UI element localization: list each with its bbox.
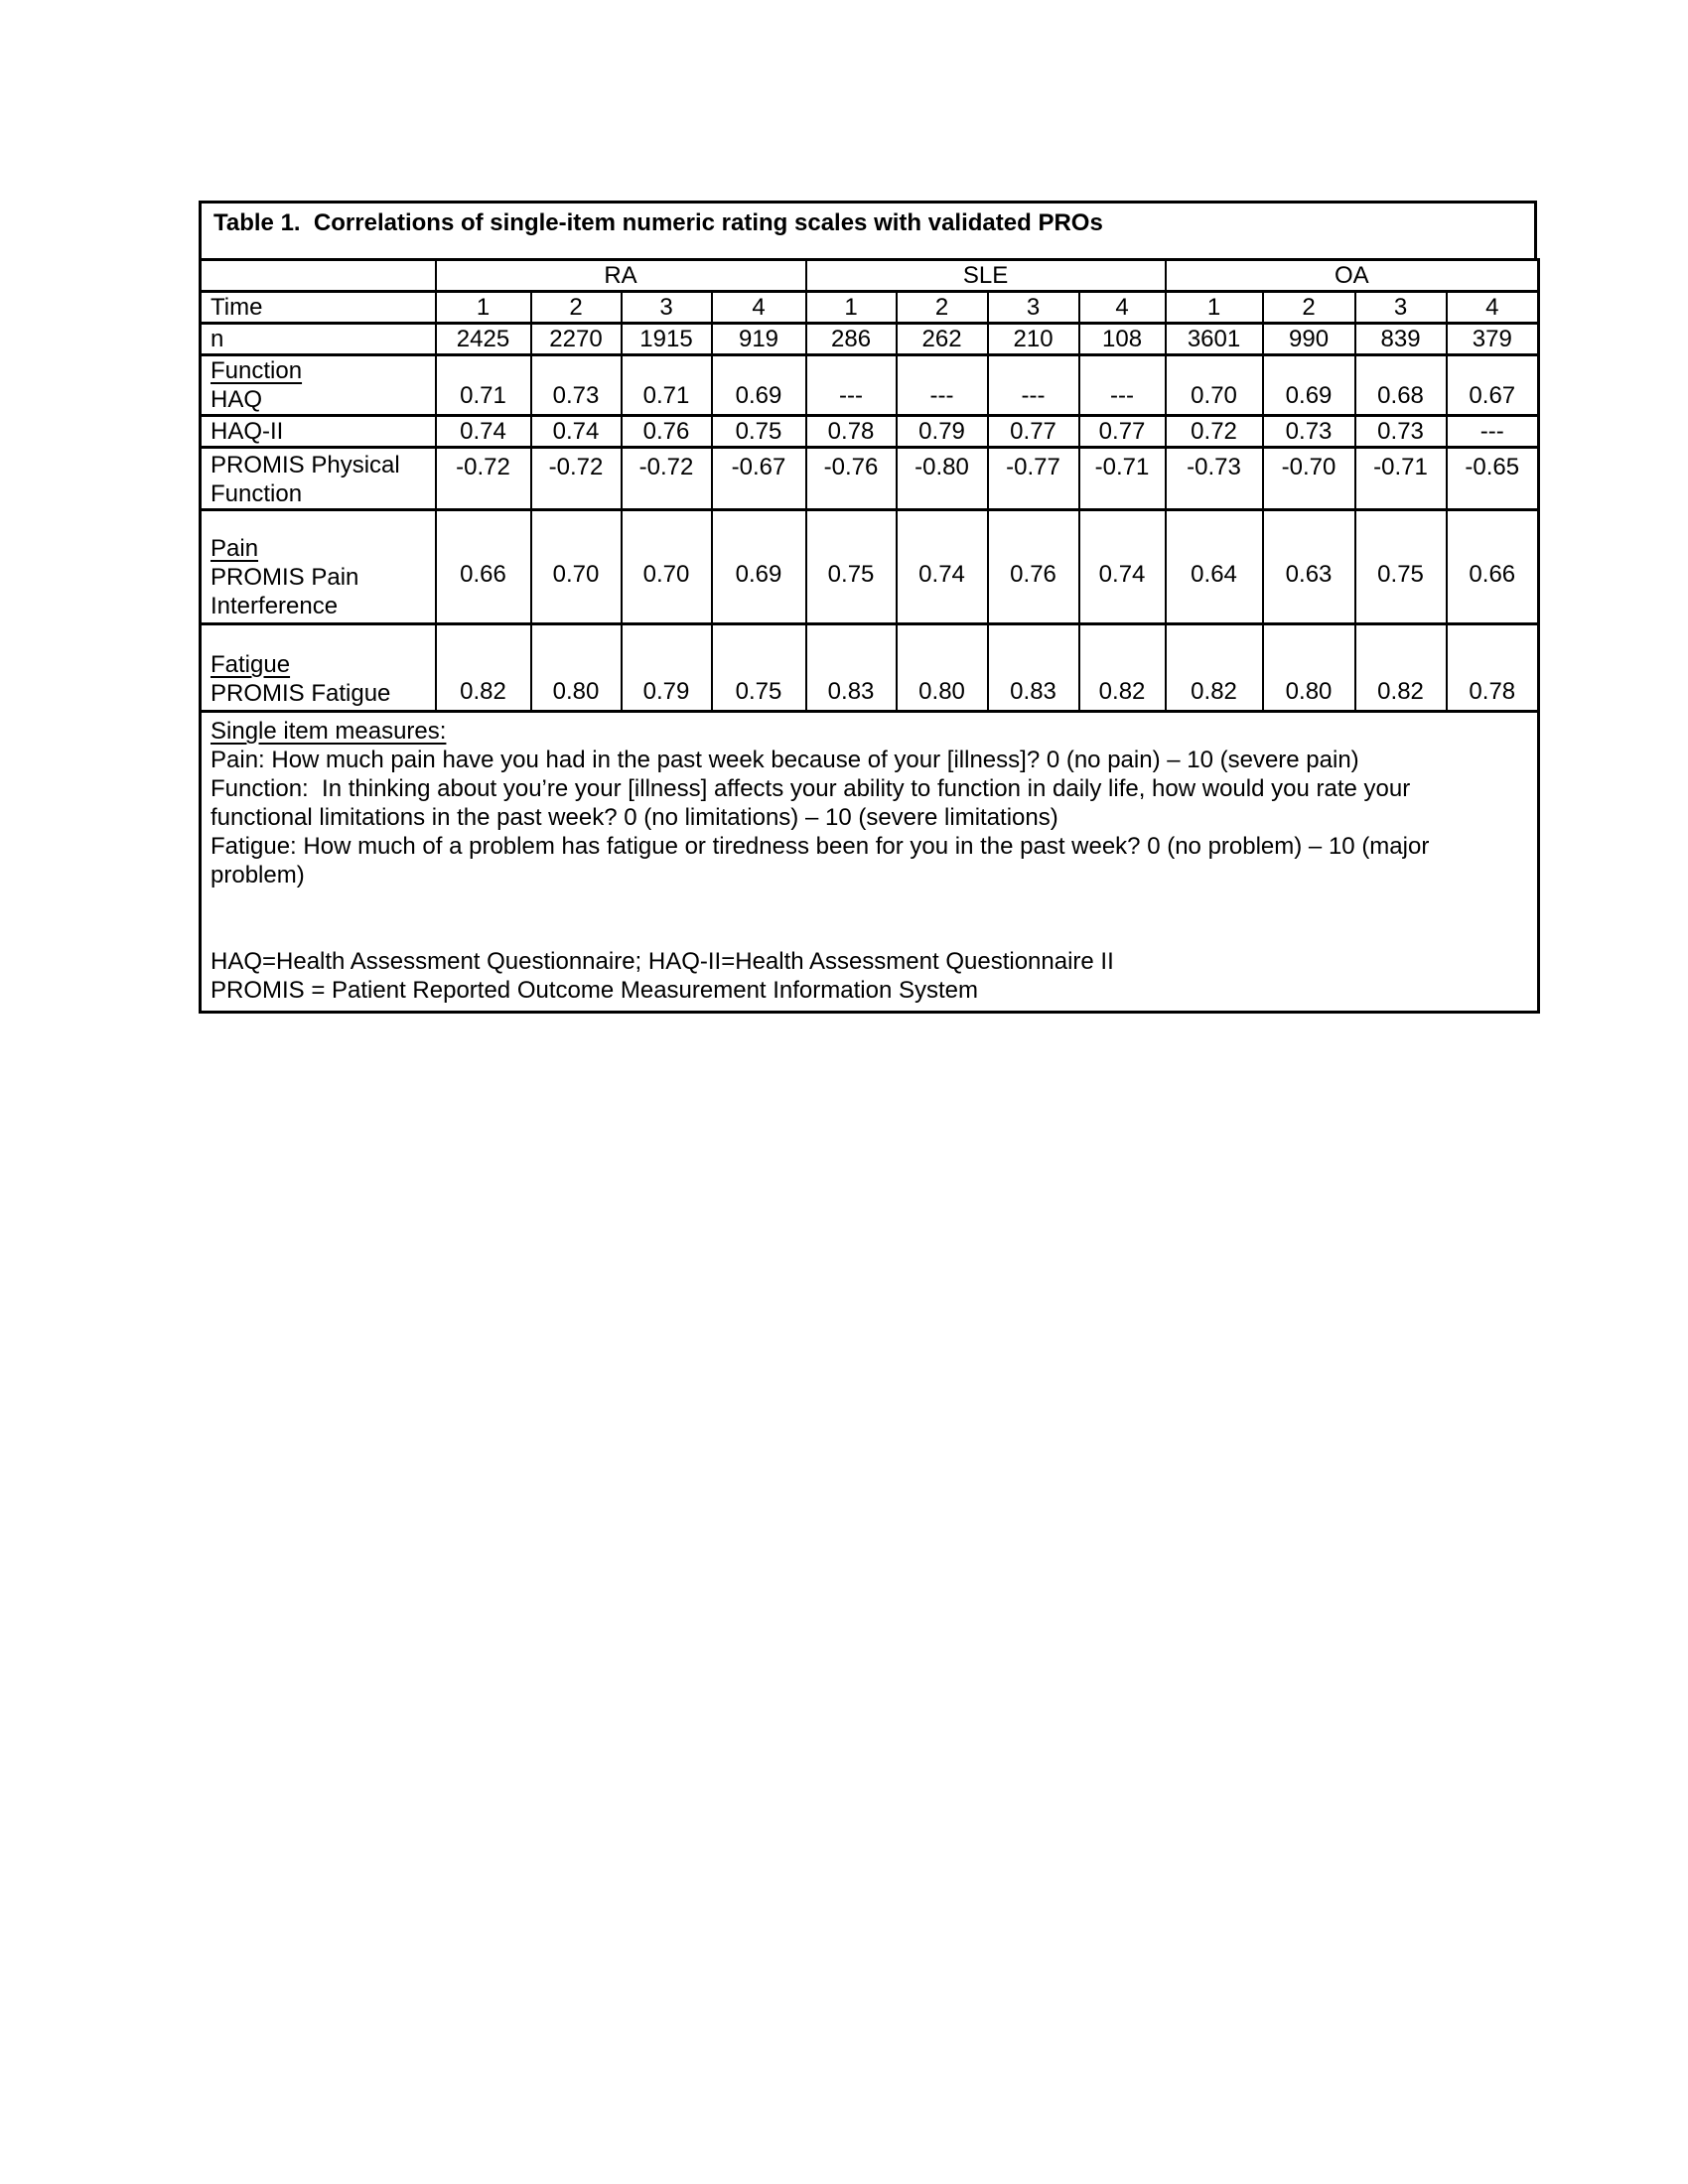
value-cell: 0.74: [1079, 510, 1166, 624]
value-cell: 0.79: [897, 416, 988, 448]
value-cell: 0.75: [712, 624, 806, 712]
measure-label-haq2: HAQ-II: [201, 416, 436, 448]
value-cell: -0.67: [712, 448, 806, 510]
footnote-heading: Single item measures:: [211, 718, 447, 745]
footnote-line: functional limitations in the past week? 0 (no limitations) – 10 (severe limitations): [211, 804, 1058, 831]
value-cell: ---: [1447, 416, 1539, 448]
row-pain: [201, 510, 1539, 624]
value-cell: -0.77: [988, 448, 1079, 510]
value-cell: 0.82: [1355, 624, 1447, 712]
value-cell: 0.80: [531, 624, 622, 712]
group-header-ra: RA: [436, 260, 806, 292]
value-cell: 0.79: [622, 624, 712, 712]
value-cell: -0.70: [1263, 448, 1355, 510]
value-cell: 0.74: [897, 510, 988, 624]
table-block: [199, 201, 1537, 1014]
time-cell: 1: [806, 292, 897, 324]
time-cell: 4: [1079, 292, 1166, 324]
n-row: [201, 324, 1539, 355]
n-cell: 1915: [622, 324, 712, 355]
group-header-oa: OA: [1166, 260, 1539, 292]
value-cell: -0.71: [1355, 448, 1447, 510]
footnote-cell: [201, 712, 1539, 1013]
value-cell: 0.72: [1166, 416, 1263, 448]
time-cell: 4: [712, 292, 806, 324]
value-cell: 0.64: [1166, 510, 1263, 624]
footnote-blank-line: [211, 889, 1527, 918]
n-cell: 286: [806, 324, 897, 355]
value-cell: -0.72: [531, 448, 622, 510]
value-cell: -0.65: [1447, 448, 1539, 510]
value-cell: 0.66: [1447, 510, 1539, 624]
n-cell: 919: [712, 324, 806, 355]
correlations-table: [199, 258, 1540, 1014]
n-row-label: n: [201, 324, 436, 355]
value-cell: 0.73: [1263, 416, 1355, 448]
value-cell: 0.75: [1355, 510, 1447, 624]
section-label-function: Function: [211, 357, 303, 384]
value-cell: -0.73: [1166, 448, 1263, 510]
measure-label-promis-physical: PROMIS Physical: [211, 452, 400, 478]
value-cell: 0.73: [531, 355, 622, 416]
value-cell: 0.75: [806, 510, 897, 624]
value-cell: 0.69: [1263, 355, 1355, 416]
value-cell: -0.72: [622, 448, 712, 510]
value-cell: -0.80: [897, 448, 988, 510]
row-label-cell: [201, 510, 436, 624]
value-cell: 0.63: [1263, 510, 1355, 624]
time-cell: 3: [622, 292, 712, 324]
value-cell: 0.80: [1263, 624, 1355, 712]
footnote-line: PROMIS = Patient Reported Outcome Measurement Information System: [211, 977, 978, 1004]
n-cell: 2425: [436, 324, 531, 355]
n-cell: 379: [1447, 324, 1539, 355]
value-cell: 0.67: [1447, 355, 1539, 416]
value-cell: 0.76: [988, 510, 1079, 624]
value-cell: 0.80: [897, 624, 988, 712]
n-cell: 839: [1355, 324, 1447, 355]
value-cell: 0.70: [622, 510, 712, 624]
table-title: Table 1. Correlations of single-item numeric rating scales with validated PROs: [213, 209, 1103, 236]
value-cell: 0.82: [1166, 624, 1263, 712]
value-cell: 0.66: [436, 510, 531, 624]
value-cell: 0.74: [436, 416, 531, 448]
time-row: [201, 292, 1539, 324]
value-cell: 0.70: [531, 510, 622, 624]
measure-label-promis-fatigue: PROMIS Fatigue: [211, 680, 391, 707]
footnote-blank-line: [211, 918, 1527, 947]
row-function-haq: [201, 355, 1539, 416]
value-cell: 0.76: [622, 416, 712, 448]
footnote-row: [201, 712, 1539, 1013]
time-cell: 1: [1166, 292, 1263, 324]
value-cell: 0.78: [806, 416, 897, 448]
value-cell: ---: [897, 355, 988, 416]
value-cell: 0.82: [436, 624, 531, 712]
time-cell: 2: [1263, 292, 1355, 324]
value-cell: 0.73: [1355, 416, 1447, 448]
value-cell: -0.71: [1079, 448, 1166, 510]
n-cell: 108: [1079, 324, 1166, 355]
time-cell: 2: [897, 292, 988, 324]
group-header-row: [201, 260, 1539, 292]
footnote-line: Function: In thinking about you’re your [illness] affects your ability to function in daily life, how would you rate your: [211, 775, 1411, 802]
measure-label-haq: HAQ: [211, 386, 263, 413]
value-cell: ---: [988, 355, 1079, 416]
time-row-label: Time: [201, 292, 436, 324]
value-cell: 0.70: [1166, 355, 1263, 416]
row-label-cell: [201, 448, 436, 510]
value-cell: 0.78: [1447, 624, 1539, 712]
value-cell: 0.77: [988, 416, 1079, 448]
time-cell: 2: [531, 292, 622, 324]
time-cell: 1: [436, 292, 531, 324]
row-label-cell: [201, 624, 436, 712]
section-label-fatigue: Fatigue: [211, 651, 291, 678]
row-label-cell: [201, 355, 436, 416]
row-fatigue: [201, 624, 1539, 712]
value-cell: 0.71: [436, 355, 531, 416]
group-header-sle: SLE: [806, 260, 1166, 292]
value-cell: ---: [1079, 355, 1166, 416]
section-label-pain: Pain: [211, 535, 259, 562]
footnote-line: Fatigue: How much of a problem has fatigue or tiredness been for you in the past week? 0 (no problem) – 10 (major: [211, 833, 1430, 860]
footnote-line: HAQ=Health Assessment Questionnaire; HAQ-II=Health Assessment Questionnaire II: [211, 948, 1114, 975]
title-box: [199, 201, 1537, 258]
measure-label-promis-pain: PROMIS Pain: [211, 564, 359, 591]
n-cell: 3601: [1166, 324, 1263, 355]
value-cell: 0.83: [806, 624, 897, 712]
footnote-line: problem): [211, 862, 305, 888]
value-cell: ---: [806, 355, 897, 416]
value-cell: 0.69: [712, 355, 806, 416]
value-cell: 0.68: [1355, 355, 1447, 416]
value-cell: 0.71: [622, 355, 712, 416]
time-cell: 3: [1355, 292, 1447, 324]
time-cell: 3: [988, 292, 1079, 324]
measure-label-promis-physical-2: Function: [211, 480, 303, 507]
value-cell: 0.69: [712, 510, 806, 624]
n-cell: 2270: [531, 324, 622, 355]
row-promis-physical-function: [201, 448, 1539, 510]
n-cell: 262: [897, 324, 988, 355]
footnote-line: Pain: How much pain have you had in the past week because of your [illness]? 0 (no pain) – 10 (severe pain): [211, 747, 1359, 773]
measure-label-promis-pain-2: Interference: [211, 593, 339, 619]
value-cell: 0.83: [988, 624, 1079, 712]
n-cell: 990: [1263, 324, 1355, 355]
time-cell: 4: [1447, 292, 1539, 324]
value-cell: -0.76: [806, 448, 897, 510]
value-cell: 0.75: [712, 416, 806, 448]
row-haq2: [201, 416, 1539, 448]
value-cell: 0.74: [531, 416, 622, 448]
empty-corner-cell: [201, 260, 436, 292]
value-cell: 0.82: [1079, 624, 1166, 712]
value-cell: 0.77: [1079, 416, 1166, 448]
n-cell: 210: [988, 324, 1079, 355]
value-cell: -0.72: [436, 448, 531, 510]
